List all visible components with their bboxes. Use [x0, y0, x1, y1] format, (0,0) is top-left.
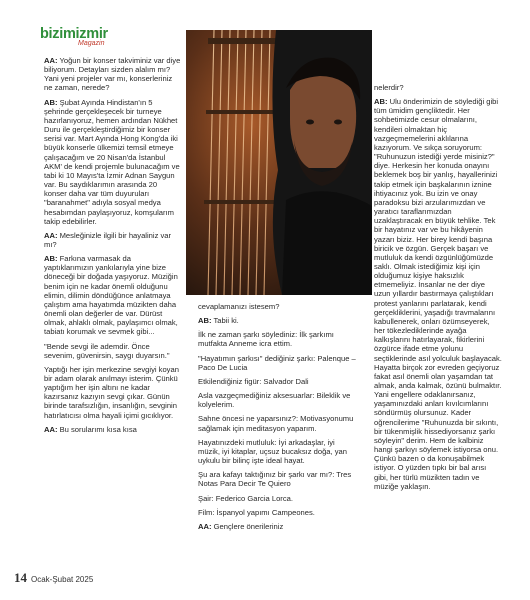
magazine-logo — [40, 26, 130, 52]
article-column-left — [44, 56, 182, 434]
paragraph: AB: Ulu önderimizin de söylediği gibi tüm ümidim gençliktedir. Her sohbetimizde cesur olmalarını, kendileri olmaktan hiç vazgeçmemelerini aklılarına kazıyorum. Ve sıkça soruyorum: "Ruhunuzun istediği yerde misiniz?" diye. Herkesin her konuda onayını beklemek boş bir yanlış, hayallerinizi takip etmek için başkalarının iznine ihtiyacınız yok. Bu izin ve onay paradoksu bizi arzularımızdan ve yaratıcı taraflarımızdan uzaklaştıracak en büyük tehlike. Tek bir hayatınız var ve bu hikâyenin yazarı biziz. Her birey kendi başına biricik ve özgün. Gerçek başarı ve mutluluk da kendi özgünlüğümüzde saklı. Olmak istediğimiz kişi için olduğumuz kişiye haksızlık etmemeliyiz. İnsanlar ne der diye uzun yıllardır bastırmaya çalıştıkları protest yanlarını parlatarak, kendi gerçekliklerini, yaşadığı travmalarını kabullenerek, onları özümseyerek, her tökezlediklerinde ayağa kalkışlarını hatırlayarak, fikirlerini özgürce ifade etme yolunu seçtiklerinde asıl yolculuk başlayacak. Hayatta birçok zor evreden geçiyoruz fakat asıl önemli olan yaşamdan tat almak, anda kalmak, özünü bulmaktır. Yani engellere odaklanırsanız, yaşamınızdaki anları kıvılcımlarını söndürmüş olursunuz. Kader oğrencilerime "Ruhunuzda bir sıkıntı, bir tükenmişlik hissediyorsanız şarkı söyleyin" derim. Hem de kalbiniz hangi şarkıyı söylemek istiyorsa onu. Çünkü bazen o da konuşabilmek istiyor. O yüzden tıpkı bir bal arısı gibi, her türlü müzikten tadın ve müziğe yaklaşın. — [374, 97, 502, 491]
quote: "Bende sevgi ile ademdir. Önce sevenim, güvenirsin, saygı duyarsın." — [44, 341, 170, 360]
page-number: 14 — [14, 570, 27, 585]
paragraph: "Hayatımın şarkısı" dediğiniz şarkı: Palenque – Paco De Lucia — [198, 353, 356, 372]
logo-subtitle: Magazin — [78, 40, 105, 47]
paragraph: AB: Şubat Ayında Hindistan'ın 5 şehrinde gerçekleşecek bir turneye hazırlanıyoruz, hemen ardından Nükhet Duru ile gerçekleştirdiğimiz bir konser serisi var. Mart Ayında Hong Kong'da iki büyük konserle ülkemizi temsil etmeye çalışacağım ve 20 Nisan'da İstanbul AKM' de kendi projemle bulunacağım ve tabi ki 10 Mayıs'ta İzmir Adnan Saygun var. Bu saydıklarımın arasında 20 konser daha var tüm duyuruları "baranahmet" adıyla sosyal medya hesabımdan paylaşıyoruz, komşularım takip edebilirler. — [44, 97, 180, 226]
paragraph: Şu ara kafayı taktığınız bir şarkı var mı?: Tres Notas Para Decir Te Quiero — [198, 470, 352, 489]
page-footer — [14, 570, 93, 586]
paragraph: nelerdir? — [374, 83, 404, 92]
paragraph: AB: Farkına varmasak da yaptıklarımızın yankılarıyla yine bize döneceği bir doğada yaşıyoruz. Müziğin benim için ne kadar önemli olduğunu elimin, dilimin döndüğünce anlatmaya çalıştım ama hayatımda müzikten daha önemli olan değerler de var. Dürüst olmak, ahlaklı olmak, paylaşımcı olmak, tabiatı korumak ve sevmek gibi... — [44, 254, 178, 337]
paragraph: cevaplamanızı istesem? — [198, 302, 280, 311]
paragraph: AA: Mesleğinizle ilgili bir hayaliniz var mı? — [44, 230, 172, 249]
paragraph: Sahne öncesi ne yaparsınız?: Motivasyonumu sağlamak için meditasyon yaparım. — [198, 414, 354, 433]
paragraph: Hayatınızdeki mutluluk: İyi arkadaşlar, iyi müzik, iyi kitaplar, uçsuz bucaksız doğa, yan uykulu bir bilinç işte ideal hayat. — [198, 437, 347, 466]
logo-text: bizimizmir — [40, 26, 108, 42]
paragraph: AA: Yoğun bir konser takviminiz var diye biliyorum. Detayları sizden alalım mı? Yani yeni projeler var mı, konserleriniz ne zaman, nerede? — [44, 56, 181, 93]
paragraph: Etkilendiğiniz figür: Salvador Dali — [198, 376, 309, 386]
paragraph: Asla vazgeçmediğiniz aksesuarlar: Bileklik ve kolyelerim. — [198, 391, 351, 410]
portrait-with-instrument-icon — [186, 30, 372, 295]
paragraph: Şair: Federico Garcia Lorca. — [198, 493, 293, 503]
paragraph: İlk ne zaman şarkı söylediniz: İlk şarkımı mutfakta Anneme icra ettim. — [198, 330, 334, 349]
article-column-middle — [198, 302, 358, 531]
article-column-right — [374, 83, 502, 491]
paragraph: AB: Tabii ki. — [198, 316, 239, 326]
paragraph: AA: Gençlere önerileriniz — [198, 521, 284, 531]
issue-date: Ocak-Şubat 2025 — [31, 575, 94, 584]
paragraph: AA: Bu sorularımı kısa kısa — [44, 424, 137, 434]
paragraph: Film: İspanyol yapımı Campeones. — [198, 507, 315, 517]
paragraph: Yaptığı her işin merkezine sevgiyi koyan bir adam olarak anılmayı isterim. Çünkü yaptığım her işin altını ne kadar kazırsanız kazıyın sevgi çıkar. Günün birinde tarafsızlığın, insanlığın, sevginin hatırlatıcısı olma hayali içimi gıcıklıyor. — [44, 364, 179, 420]
